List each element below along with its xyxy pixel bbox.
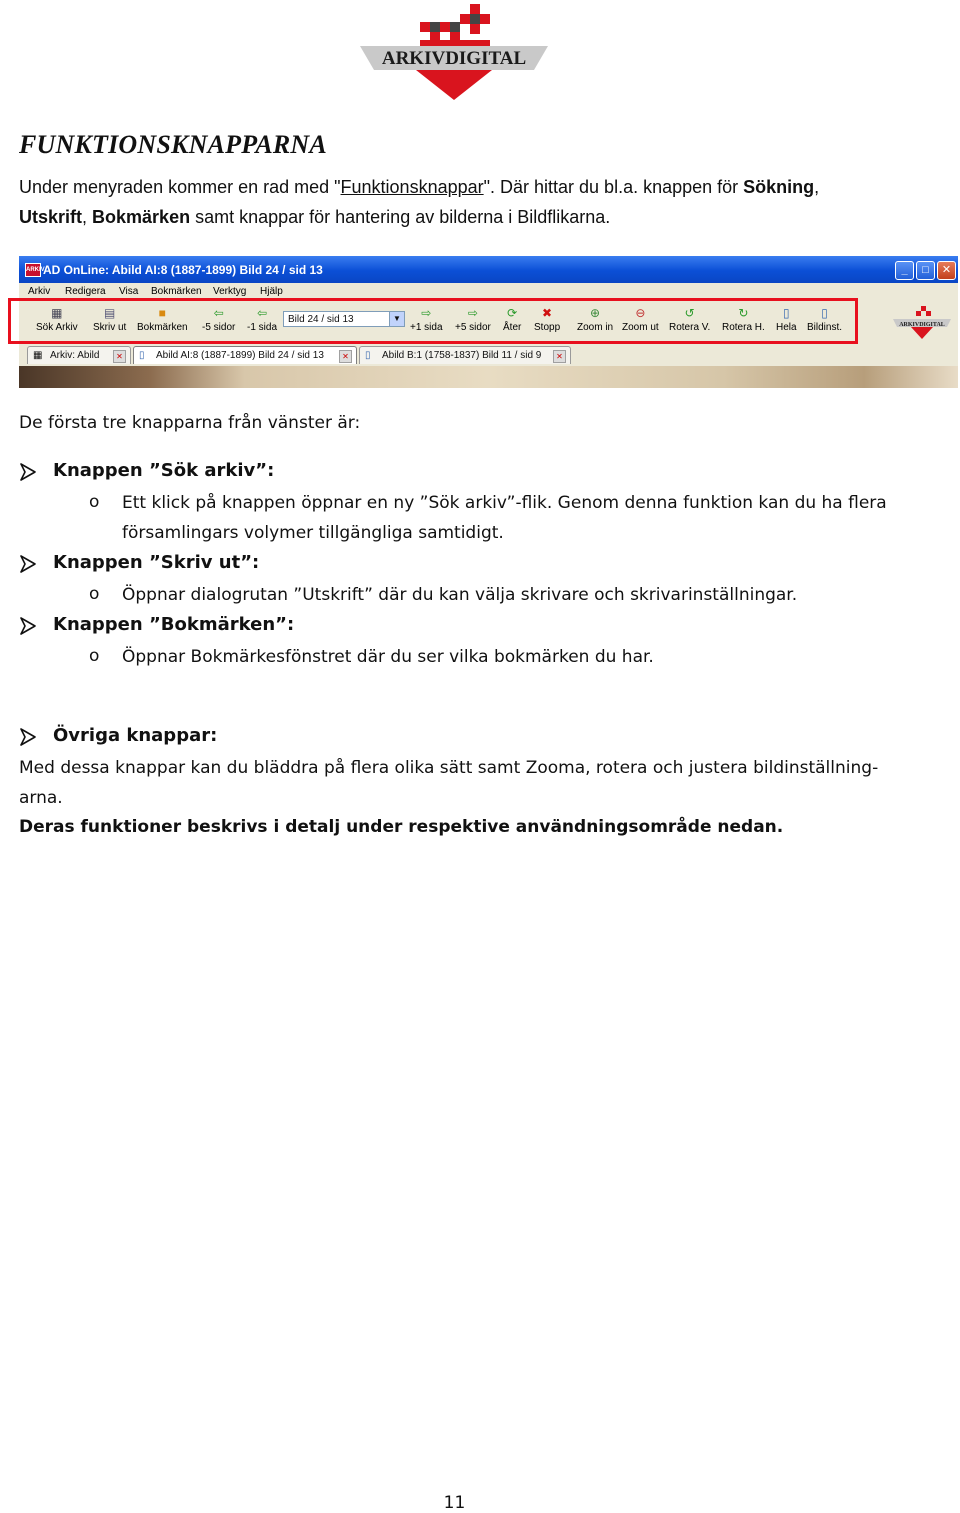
- menu-hjalp[interactable]: Hjälp: [260, 286, 283, 297]
- tool-zoom-in[interactable]: ⊕ Zoom in: [577, 306, 614, 333]
- image-tabs: [19, 344, 958, 366]
- arrow-left-icon: ⇦: [256, 306, 268, 320]
- book-icon: ▯: [782, 306, 790, 320]
- tool-bokmarken[interactable]: ■ Bokmärken: [137, 306, 188, 333]
- app-icon: ARKIV: [25, 263, 41, 277]
- refresh-icon: ⟳: [507, 306, 518, 320]
- item-sub-sok-arkiv-2: församlingars volymer tillgängliga samtidigt.: [122, 523, 504, 543]
- tab-close-icon[interactable]: ✕: [553, 350, 566, 363]
- tab-arkiv-abild[interactable]: ▦ Arkiv: Abild ✕: [27, 346, 131, 364]
- intro-line-1: Under menyraden kommer en rad med "Funktionsknappar". Där hittar du bl.a. knappen för Sökning,: [19, 177, 820, 197]
- item-title-sok-arkiv: Knappen ”Sök arkiv”:: [53, 460, 275, 481]
- item-title-skriv-ut: Knappen ”Skriv ut”:: [53, 552, 260, 573]
- svg-text:ARKIVDIGITAL: ARKIVDIGITAL: [899, 322, 945, 328]
- tool-plus-1[interactable]: ⇨ +1 sida: [410, 306, 443, 333]
- arrow-left-icon: ⇦: [213, 306, 224, 320]
- chevron-down-icon[interactable]: ▼: [389, 312, 404, 326]
- arrow-bullet-icon: [19, 555, 37, 573]
- menu-visa[interactable]: Visa: [119, 286, 139, 297]
- arrow-bullet-icon: [19, 728, 37, 746]
- archive-building-icon: ▦: [51, 306, 63, 320]
- tab-abild-ai8[interactable]: ▯ Abild AI:8 (1887-1899) Bild 24 / sid 13 ✕: [133, 346, 357, 364]
- bookmark-icon: ■: [158, 306, 166, 320]
- tab-abild-b1[interactable]: ▯ Abild B:1 (1758-1837) Bild 11 / sid 9 ✕: [359, 346, 571, 364]
- intro-2: De första tre knapparna från vänster är:: [19, 413, 361, 433]
- minimize-icon[interactable]: _: [895, 261, 914, 280]
- tool-stopp[interactable]: ✖ Stopp: [534, 306, 561, 333]
- tab-close-icon[interactable]: ✕: [339, 350, 352, 363]
- menu-redigera[interactable]: Redigera: [65, 286, 106, 297]
- maximize-icon[interactable]: □: [916, 261, 935, 280]
- window-titlebar: [19, 256, 958, 283]
- zoom-out-icon: ⊖: [635, 306, 646, 320]
- tool-rotera-v[interactable]: ↺ Rotera V.: [669, 306, 711, 333]
- ovriga-line-2: arna.: [19, 788, 63, 808]
- item-sub-skriv-ut: Öppnar dialogrutan ”Utskrift” där du kan välja skrivare och skrivarinställningar.: [122, 585, 798, 605]
- tool-plus-5[interactable]: ⇨ +5 sidor: [455, 306, 491, 333]
- functions-link[interactable]: Funktionsknappar: [340, 177, 484, 197]
- item-title-bokmarken: Knappen ”Bokmärken”:: [53, 614, 295, 635]
- tool-hela[interactable]: ▯ Hela: [776, 306, 797, 333]
- toolbar-highlight-box: [8, 298, 858, 344]
- arrow-right-icon: ⇨: [467, 306, 478, 320]
- document-image-preview: [19, 366, 958, 388]
- tool-zoom-ut[interactable]: ⊖ Zoom ut: [622, 306, 659, 333]
- tab-close-icon[interactable]: ✕: [113, 350, 126, 363]
- tool-skriv-ut[interactable]: ▤ Skriv ut: [93, 306, 127, 333]
- mini-arkivdigital-logo: [891, 305, 953, 341]
- svg-text:ARKIVDIGITAL: ARKIVDIGITAL: [381, 48, 527, 69]
- arkivdigital-logo: [358, 2, 550, 102]
- item-title-ovriga: Övriga knappar:: [53, 725, 218, 746]
- book-icon: ▯: [365, 350, 371, 361]
- rotate-right-icon: ↻: [738, 306, 749, 320]
- tool-bildinst[interactable]: ▯ Bildinst.: [807, 306, 843, 333]
- tool-minus-1[interactable]: ⇦ -1 sida: [247, 306, 278, 333]
- menu-bokmarken[interactable]: Bokmärken: [151, 286, 202, 297]
- stop-icon: ✖: [542, 306, 553, 320]
- sub-bullet-marker: o: [89, 492, 100, 512]
- sub-bullet-marker: o: [89, 584, 100, 604]
- tool-rotera-h[interactable]: ↻ Rotera H.: [722, 306, 765, 333]
- archive-building-icon: ▦: [33, 350, 43, 361]
- menu-arkiv[interactable]: Arkiv: [28, 286, 51, 297]
- printer-icon: ▤: [104, 306, 116, 320]
- page-number: 11: [443, 1493, 466, 1513]
- page-selector[interactable]: Bild 24 / sid 13 ▼: [283, 311, 405, 327]
- ovriga-line-1: Med dessa knappar kan du bläddra på flera olika sätt samt Zooma, rotera och justera bildinställning-: [19, 758, 879, 778]
- intro-line-2: Utskrift, Bokmärken samt knappar för hantering av bilderna i Bildflikarna.: [19, 207, 611, 227]
- arrow-right-icon: ⇨: [421, 306, 432, 320]
- item-sub-bokmarken: Öppnar Bokmärkesfönstret där du ser vilka bokmärken du har.: [122, 647, 654, 667]
- arrow-bullet-icon: [19, 463, 37, 481]
- zoom-in-icon: ⊕: [590, 306, 601, 320]
- arrow-bullet-icon: [19, 617, 37, 635]
- rotate-left-icon: ↺: [684, 306, 695, 320]
- menu-verktyg[interactable]: Verktyg: [213, 286, 247, 297]
- close-icon[interactable]: ✕: [937, 261, 956, 280]
- tool-sok-arkiv[interactable]: ▦ Sök Arkiv: [36, 306, 78, 333]
- tool-minus-5[interactable]: ⇦ -5 sidor: [202, 306, 236, 333]
- tool-ater[interactable]: ⟳ Åter: [503, 306, 522, 333]
- page-title: FUNKTIONSKNAPPARNA: [19, 130, 327, 159]
- window-title: AD OnLine: Abild AI:8 (1887-1899) Bild 24 / sid 13: [43, 263, 323, 277]
- book-icon: ▯: [139, 350, 145, 361]
- book-settings-icon: ▯: [821, 306, 828, 320]
- item-sub-sok-arkiv-1: Ett klick på knappen öppnar en ny ”Sök arkiv”-flik. Genom denna funktion kan du ha flera: [122, 493, 887, 513]
- ovriga-line-3: Deras funktioner beskrivs i detalj under respektive användningsområde nedan.: [19, 817, 784, 837]
- sub-bullet-marker: o: [89, 646, 100, 666]
